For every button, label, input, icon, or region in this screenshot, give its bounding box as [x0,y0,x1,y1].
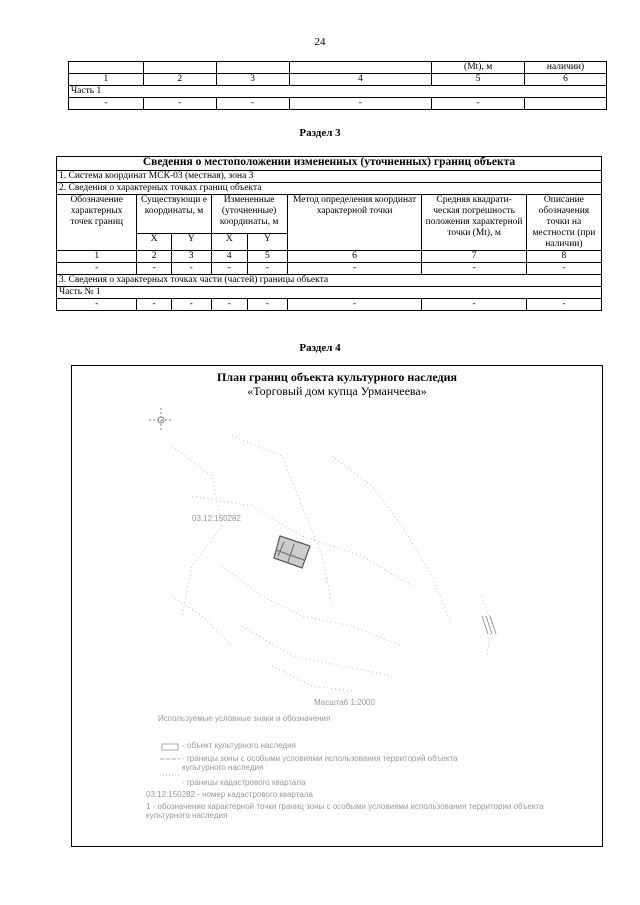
table-cell: - [422,263,526,275]
table-cell: - [526,299,601,311]
legend-heading: Используемые условные знаки и обозначения [158,714,331,723]
table-cell: - [211,263,248,275]
table-cell: - [526,263,601,275]
faint-parcel-lines [172,436,492,691]
table-cell: - [171,263,211,275]
table-cell [69,62,144,74]
plan-title: План границ объекта культурного наследия [217,370,457,384]
table-cell [216,62,289,74]
table-cell: - [137,263,171,275]
table-cell: - [57,263,137,275]
table-cell: - [211,299,248,311]
section-3-heading: Раздел 3 [299,127,341,139]
continuation-table [68,61,607,110]
table-cell: - [287,263,422,275]
table-title: Сведения о местоположении измененных (уточненных) границ объекта [57,157,602,171]
legend-item: - границы зоны с особыми условиями использования территорий объекта культурного наследия [182,754,458,772]
table-cell: 4 [289,74,432,86]
table-row [69,98,607,110]
part-points-line: 3. Сведения о характерных точках части (частей) границы объекта [57,275,602,287]
table-cell: (Mt), м [432,62,525,74]
table-cell: 2 [143,74,216,86]
legend-item: - объект культурного наследия [182,741,296,750]
plan-subtitle: «Торговый дом купца Урманчеева» [247,384,427,398]
table-cell: 5 [432,74,525,86]
table-cell: - [422,299,526,311]
table-cell: - [216,98,289,110]
table-cell: 6 [287,251,422,263]
table-cell: - [143,98,216,110]
table-cell: 2 [137,251,171,263]
table-cell: 8 [526,251,601,263]
column-header: X [211,234,248,251]
north-arrow-icon [149,408,173,432]
cadastral-label: 03:12:150282 [192,514,241,523]
hatched-area [482,616,496,634]
column-header: X [137,234,171,251]
site-map [72,366,602,846]
table-cell: - [289,98,432,110]
table-row [57,251,602,263]
table-cell: 1 [57,251,137,263]
table-row [57,171,602,183]
cultural-heritage-object-icon [274,536,310,568]
section-4-heading: Раздел 4 [299,342,341,354]
table-cell: - [171,299,211,311]
legend-symbols [160,744,180,775]
part-label: Часть 1 [69,86,607,98]
table-cell: - [137,299,171,311]
coordinates-table [56,156,602,311]
table-cell: - [432,98,525,110]
table-row [57,263,602,275]
part-label: Часть № 1 [57,287,602,299]
table-cell: - [57,299,137,311]
legend-item: 1 - обозначение характерной точки границ зоны с особыми условиями использования территории объекта культурного наследия [146,802,544,820]
legend-item: 03:12:150282 - номер кадастрового квартала [146,790,313,799]
table-header-row [57,195,602,234]
table-row [69,62,607,74]
table-cell: - [69,98,144,110]
table-cell: 6 [525,74,607,86]
legend-item: - границы кадастрового квартала [182,778,306,787]
coordinate-system-line: 1. Система координат МСК-03 (местная), зона 3 [57,171,602,183]
table-cell: - [287,299,422,311]
column-header: Измененные (уточненные) координаты, м [211,195,287,234]
scale-label: Масштаб 1:2000 [314,698,375,707]
table-cell [289,62,432,74]
table-cell: наличии) [525,62,607,74]
table-cell: - [248,263,288,275]
column-header: Метод определения координат характерной точки [287,195,422,251]
column-header: Средняя квадрати-ческая погрешность положения характерной точки (Mt), м [422,195,526,251]
table-row [69,86,607,98]
table-row [57,299,602,311]
column-header: Y [248,234,288,251]
table-row [57,287,602,299]
table-row [57,275,602,287]
column-header: Существующи е координаты, м [137,195,211,234]
column-header: Описание обозначения точки на местности (при наличии) [526,195,601,251]
table-cell [525,98,607,110]
points-info-line: 2. Сведения о характерных точках границ объекта [57,183,602,195]
table-cell: 4 [211,251,248,263]
column-header: Y [171,234,211,251]
table-row [57,183,602,195]
table-row [57,157,602,171]
table-cell: 3 [171,251,211,263]
table-cell: 3 [216,74,289,86]
table-row [69,74,607,86]
table-cell: 7 [422,251,526,263]
page-number: 24 [314,36,326,48]
table-cell: - [248,299,288,311]
column-header: Обозначение характерных точек границ [57,195,137,251]
table-cell [143,62,216,74]
table-cell: 5 [248,251,288,263]
table-cell: 1 [69,74,144,86]
boundary-plan [71,365,603,847]
